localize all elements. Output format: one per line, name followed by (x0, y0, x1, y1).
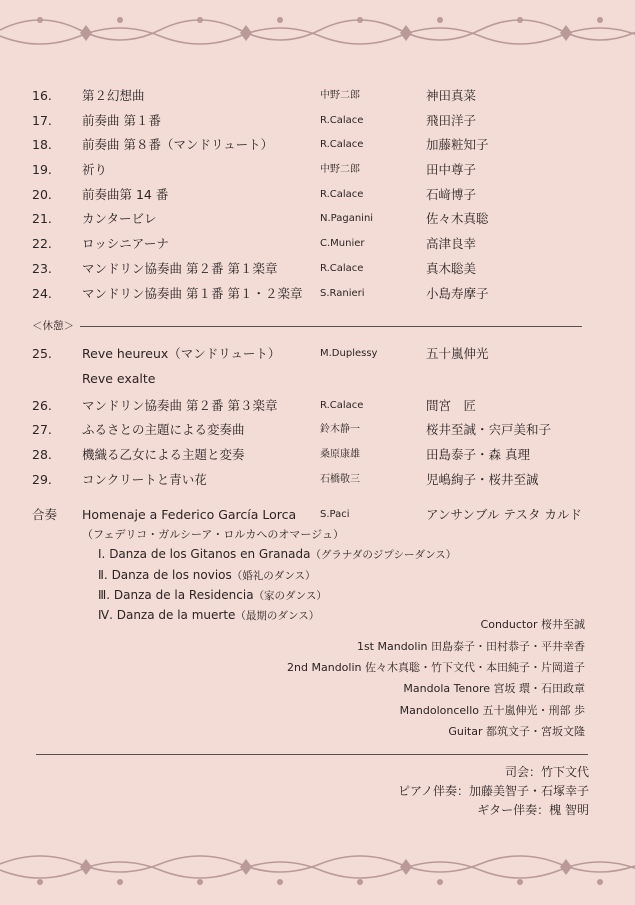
composer: R.Calace (320, 189, 364, 200)
movement-name-ja: （最期のダンス） (235, 610, 320, 622)
staff-names: 佐々木真聡・竹下文代・本田純子・片岡道子 (365, 661, 585, 674)
performer: 飛田洋子 (426, 113, 477, 128)
performer: 加藤粧知子 (426, 137, 489, 152)
program-row (0, 86, 635, 106)
staff-row (287, 659, 585, 677)
piece-title: 機織る乙女による主題と変奏 (82, 447, 245, 462)
movement-item (98, 544, 456, 565)
program-row (0, 160, 635, 180)
program-number: 23. (32, 261, 52, 276)
movement-number: Ⅰ. (98, 547, 106, 561)
credit-row (477, 800, 589, 820)
movement-item (98, 565, 316, 586)
piece-title: 第２幻想曲 (82, 88, 145, 103)
credit-role: ピアノ伴奏： (397, 784, 469, 798)
program-row (0, 420, 635, 440)
intermission-label: ＜休憩＞ (32, 320, 74, 332)
movement-number: Ⅲ. (98, 588, 111, 602)
credit-row (398, 781, 589, 801)
staff-role: Mandola Tenore (403, 682, 490, 695)
credit-names: 槐 智明 (549, 803, 589, 817)
bottom-ornament-border (0, 840, 635, 900)
staff-names: 五十嵐伸光・刑部 歩 (482, 704, 585, 717)
performer: 神田真菜 (426, 88, 477, 103)
performer: 高津良幸 (426, 236, 477, 251)
program-number: 20. (32, 187, 52, 202)
movement-number: Ⅳ. (98, 608, 113, 622)
staff-names: 宮坂 環・石田政章 (493, 682, 585, 695)
movement-item (98, 605, 319, 626)
program-number: 18. (32, 137, 52, 152)
ensemble-piece-title: Homenaje a Federico García Lorca (82, 507, 297, 522)
performer: 間宮 匠 (426, 398, 477, 413)
composer: S.Ranieri (320, 288, 365, 299)
ensemble-piece-subtitle: （フェデリコ・ガルシーア・ロルカへのオマージュ） (82, 528, 344, 541)
program-row (0, 185, 635, 205)
ensemble-composer: S.Paci (320, 509, 350, 520)
piece-title: 前奏曲 第８番（マンドリュート） (82, 137, 274, 152)
movement-item (98, 585, 327, 606)
piece-title: Reve heureux（マンドリュート） (82, 346, 281, 361)
staff-names: 田島泰子・田村恭子・平井幸香 (431, 640, 585, 653)
composer: M.Duplessy (320, 348, 378, 359)
program-row (0, 135, 635, 155)
staff-role: 1st Mandolin (356, 640, 428, 653)
composer: 鈴木静一 (320, 424, 360, 435)
program-number: 19. (32, 162, 52, 177)
program-row (0, 111, 635, 131)
program-number: 29. (32, 472, 52, 487)
performer: 石﨑博子 (426, 187, 477, 202)
program-number: 16. (32, 88, 52, 103)
program-number: 26. (32, 398, 52, 413)
movement-name: Danza de los novios (111, 568, 232, 582)
piece-title: Reve exalte (82, 371, 156, 386)
piece-title: コンクリートと青い花 (82, 472, 207, 487)
ensemble-name: アンサンブル テスタ カルド (426, 507, 582, 522)
program-row (0, 445, 635, 465)
staff-row (400, 702, 585, 720)
staff-row (481, 616, 585, 634)
program-row (0, 284, 635, 304)
program-number: 24. (32, 286, 52, 301)
movement-name: Danza de los Gitanos en Granada (109, 547, 311, 561)
movement-name: Danza de la Residencia (113, 588, 254, 602)
movement-name: Danza de la muerte (116, 608, 236, 622)
footer-divider (36, 754, 588, 755)
composer: R.Calace (320, 400, 364, 411)
credit-role: ギター伴奏： (477, 803, 550, 817)
performer: 田中尊子 (426, 162, 477, 177)
movement-number: Ⅱ. (98, 568, 108, 582)
staff-role: Mandoloncello (399, 704, 479, 717)
staff-names: 都筑文子・宮坂文隆 (486, 725, 585, 738)
composer: 中野二郎 (320, 90, 360, 101)
program-number: 22. (32, 236, 52, 251)
program-number: 21. (32, 211, 52, 226)
movement-name-ja: （婚礼のダンス） (231, 570, 316, 582)
staff-row (357, 638, 585, 656)
credit-names: 竹下文代 (540, 765, 589, 779)
program-number: 25. (32, 346, 52, 361)
composer: 桑原康雄 (320, 449, 360, 460)
program-number: 27. (32, 422, 52, 437)
program-row (0, 234, 635, 254)
performer: 佐々木真聡 (426, 211, 489, 226)
performer: 田島泰子・森 真理 (426, 447, 530, 462)
program-number: 17. (32, 113, 52, 128)
piece-title: マンドリン協奏曲 第２番 第１楽章 (82, 261, 278, 276)
intermission-divider (80, 326, 582, 327)
composer: R.Calace (320, 115, 364, 126)
staff-row (448, 723, 585, 741)
credit-role: 司会： (504, 765, 541, 779)
composer: N.Paganini (320, 213, 374, 224)
performer: 桜井至誠・宍戸美和子 (426, 422, 552, 437)
piece-title: マンドリン協奏曲 第２番 第３楽章 (82, 398, 278, 413)
program-row (0, 259, 635, 279)
piece-title: マンドリン協奏曲 第１番 第１・２楽章 (82, 286, 303, 301)
staff-names: 桜井至誠 (541, 618, 585, 631)
program-row (0, 470, 635, 490)
composer: 石橋敬三 (320, 474, 360, 485)
top-ornament-border (0, 0, 635, 60)
composer: C.Munier (320, 238, 365, 249)
performer: 五十嵐伸光 (426, 346, 489, 361)
credit-row (505, 762, 589, 782)
piece-title: ふるさとの主題による変奏曲 (82, 422, 245, 437)
ensemble-label: 合奏 (32, 507, 58, 522)
performer: 児嶋絢子・桜井至誠 (426, 472, 539, 487)
piece-title: ロッシニアーナ (82, 236, 169, 251)
composer: R.Calace (320, 139, 364, 150)
movement-name-ja: （家のダンス） (253, 590, 327, 602)
piece-title: 前奏曲第 14 番 (82, 187, 169, 202)
staff-row (403, 680, 585, 698)
performer: 小島寿摩子 (426, 286, 489, 301)
staff-role: Conductor (480, 618, 538, 631)
program-row (0, 369, 635, 389)
staff-role: 2nd Mandolin (287, 661, 362, 674)
program-number: 28. (32, 447, 52, 462)
program-row (0, 344, 635, 364)
piece-title: カンタービレ (82, 211, 157, 226)
program-row (0, 209, 635, 229)
staff-role: Guitar (448, 725, 483, 738)
program-row (0, 396, 635, 416)
performer: 真木聡美 (426, 261, 477, 276)
piece-title: 前奏曲 第１番 (82, 113, 161, 128)
composer: 中野二郎 (320, 164, 360, 175)
composer: R.Calace (320, 263, 364, 274)
piece-title: 祈り (82, 162, 108, 177)
movement-name-ja: （グラナダのジプシーダンス） (310, 549, 457, 561)
credit-names: 加藤美智子・石塚幸子 (468, 784, 589, 798)
